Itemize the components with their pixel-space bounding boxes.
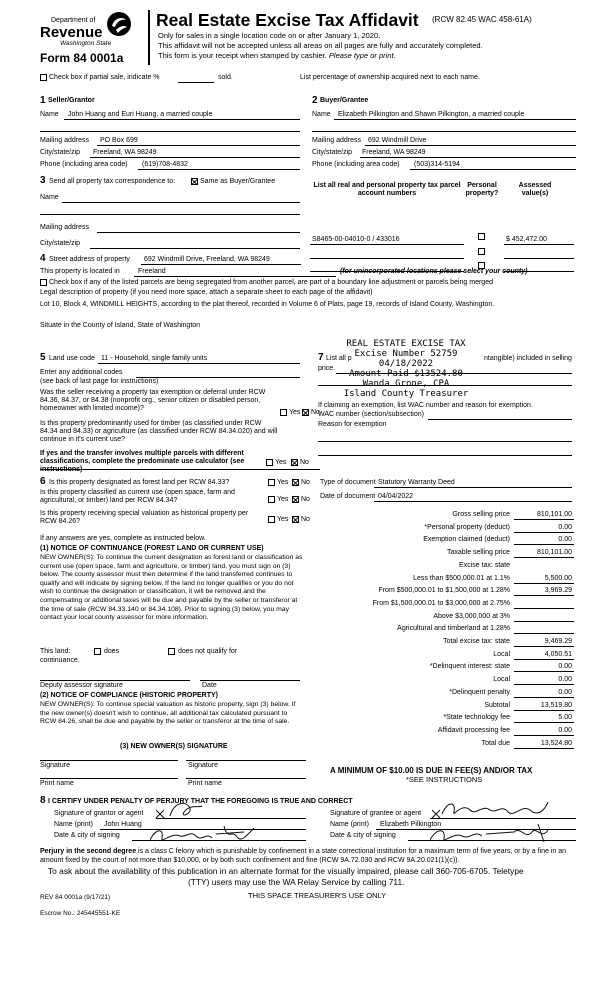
section5-bottom bbox=[40, 469, 320, 470]
tax-row-line bbox=[514, 646, 574, 647]
land-q1-yes[interactable] bbox=[280, 409, 287, 416]
six-q1-yes-label: Yes bbox=[277, 479, 289, 486]
tax-row-label: *State technology fee bbox=[443, 714, 510, 722]
assessed-line-2 bbox=[504, 258, 574, 259]
land-q2b: If yes and the transfer involves multiple parcels with different classifications, complete the predominate use calculator (see instructions) bbox=[40, 450, 245, 474]
six-q1: Is this property designated as forest land per RCW 84.33? bbox=[49, 479, 230, 486]
grantee-signature-image bbox=[430, 796, 560, 846]
treasurer-stamp bbox=[328, 339, 484, 399]
buyer-mail[interactable]: 692 Windmill Drive bbox=[368, 137, 427, 144]
seller-phone-label: Phone (including area code) bbox=[40, 161, 128, 168]
tax-row-line bbox=[514, 557, 574, 558]
tax-row-label: From $1,500,000.01 to $3,000,000 at 2.75% bbox=[372, 599, 510, 607]
tax-row-line bbox=[514, 671, 574, 672]
tax-row-value[interactable]: 0.00 bbox=[558, 536, 572, 544]
owner-sig-label-2: Signature bbox=[188, 762, 218, 769]
partial-sold-label: sold. bbox=[218, 74, 233, 81]
land-q2-no[interactable] bbox=[291, 459, 298, 466]
buyer-name-line2 bbox=[312, 131, 576, 132]
located-value[interactable]: Freeland bbox=[138, 268, 166, 275]
tax-row-value[interactable]: 0.00 bbox=[558, 688, 572, 696]
tax-row-line bbox=[514, 659, 574, 660]
seller-phone-line bbox=[138, 169, 300, 170]
seller-city-label: City/state/zip bbox=[40, 149, 81, 156]
seller-name[interactable]: John Huang and Euri Huang, a married couple bbox=[68, 111, 213, 118]
tax-row-value[interactable]: 0.00 bbox=[558, 663, 572, 671]
six-q2: Is this property classified as current use (open space, farm and agricultural, or timber) land per RCW 84.34? bbox=[40, 489, 235, 505]
certify-title: I CERTIFY UNDER PENALTY OF PERJURY THAT THE FOREGOING IS TRUE AND CORRECT bbox=[48, 798, 353, 805]
seven-label-b: ntangible) included in selling bbox=[484, 355, 572, 362]
seller-title: Seller/Grantor bbox=[48, 97, 95, 104]
seven-label-a: List all p bbox=[326, 355, 352, 362]
same-as-buyer-label: Same as Buyer/Grantee bbox=[200, 178, 276, 185]
buyer-name-line bbox=[334, 119, 576, 120]
doc-date-label: Date of document bbox=[320, 493, 376, 500]
buyer-phone[interactable]: (503)314-5194 bbox=[414, 161, 460, 168]
seller-mail-label: Mailing address bbox=[40, 137, 90, 144]
tax-row-label: Total excise tax: state bbox=[443, 638, 510, 645]
parcel-line-1 bbox=[310, 244, 464, 245]
owner-print-line-2 bbox=[186, 778, 306, 779]
this-land-label: This land: bbox=[40, 648, 71, 655]
buyer-name-label: Name bbox=[312, 111, 331, 118]
segregated-label: Check box if any of the listed parcels are being segregated from another parcel, are part of a boundary line adjustment or parcels being merged bbox=[49, 279, 493, 286]
tax-row-value[interactable]: 810,101.00 bbox=[536, 549, 572, 557]
assessed-value[interactable]: $ 452,472.00 bbox=[506, 236, 547, 243]
buyer-number: 2 bbox=[312, 95, 318, 106]
deputy-date-line bbox=[200, 680, 300, 681]
rcw-reference: (RCW 82.45 WAC 458-61A) bbox=[432, 15, 532, 24]
header-note-3-italic: Please type or print. bbox=[328, 51, 396, 60]
tax-row-value[interactable]: 810,101.00 bbox=[536, 511, 572, 518]
land-q2-yes-label: Yes bbox=[275, 459, 287, 466]
tax-row-value[interactable]: 5,500.00 bbox=[544, 574, 572, 582]
notice3-title: (3) NEW OWNER(S) SIGNATURE bbox=[120, 743, 228, 750]
header-note-2: This affidavit will not be accepted unless all areas on all pages are fully and accurately completed. bbox=[158, 41, 483, 50]
reason-label: Reason for exemption bbox=[318, 421, 387, 428]
seller-name-line bbox=[64, 119, 300, 120]
notice2-text: NEW OWNER(S): To continue special valuation as historic property, sign (3) below. If the new owner(s) doesn't wish to continue, all additional tax calculated pursuant to RCW 84.26, shall be due and payable by the seller or transferor at the time of sale. bbox=[40, 701, 296, 726]
notice1-title: (1) NOTICE OF CONTINUANCE (FOREST LAND OR CURRENT USE) bbox=[40, 545, 264, 552]
tax-row-line bbox=[514, 544, 574, 545]
grantee-sig-label: Signature of grantee or agent bbox=[330, 810, 422, 817]
doc-type-label: Type of document bbox=[320, 479, 376, 486]
legal-desc-1[interactable]: Lot 10, Block 4, WINDMILL HEIGHTS, according to the plat thereof, recorded in Volume 6 of Plats, page 19, records of Island County, Washington. bbox=[40, 301, 495, 308]
corr-name-line bbox=[62, 202, 300, 203]
dept-line2: Revenue bbox=[40, 24, 103, 41]
grantor-sig-label: Signature of grantor or agent bbox=[54, 810, 144, 817]
tax-row-label: Affidavit processing fee bbox=[437, 726, 510, 734]
seller-city[interactable]: Freeland, WA 98249 bbox=[93, 149, 157, 156]
does-label: does bbox=[104, 648, 120, 655]
perjury-bold: Perjury in the second degree bbox=[40, 848, 137, 855]
continuance-label: continuance. bbox=[40, 657, 80, 664]
seller-phone[interactable]: (619)708-4832 bbox=[142, 161, 188, 168]
grantee-name-label: Name (print) bbox=[330, 821, 369, 828]
six-q2-no[interactable] bbox=[292, 496, 299, 503]
does-not-label: does not qualify for bbox=[178, 648, 238, 655]
grantor-name[interactable]: John Huang bbox=[104, 821, 142, 828]
grantee-date-label: Date & city of signing bbox=[330, 832, 396, 839]
seven-line-2 bbox=[318, 385, 572, 386]
tax-row-value[interactable]: 4,050.51 bbox=[544, 650, 572, 658]
perjury-statement bbox=[40, 847, 580, 865]
corr-number: 3 bbox=[40, 175, 46, 186]
tax-row-label: Gross selling price bbox=[452, 511, 510, 518]
perjury-text: is a class C felony which is punishable by confinement in a state correctional institution for a maximum term of five years, or by a fine in an amount fixed by the court of not more than $10,000, or by both such confinement and fine (RCW 9A.72.030 and RCW 9A.20.021(1)(c)). bbox=[40, 848, 567, 864]
notice2-title: (2) NOTICE OF COMPLIANCE (HISTORIC PROPERTY) bbox=[40, 692, 218, 699]
stamp-line-4: Amount Paid $13524.80 bbox=[349, 369, 463, 379]
reason-line-2 bbox=[318, 455, 572, 456]
access-line-2: (TTY) users may use the WA Relay Service by calling 711. bbox=[188, 877, 405, 887]
street-label: Street address of property bbox=[49, 256, 130, 263]
stamp-line-3: 04/18/2022 bbox=[378, 359, 434, 369]
header-note-3 bbox=[158, 52, 396, 61]
minimum-due-note: A MINIMUM OF $10.00 IS DUE IN FEE(S) AND/OR TAX bbox=[330, 766, 533, 775]
partial-sale-checkbox[interactable] bbox=[40, 74, 47, 81]
tax-row-label: *Personal property (deduct) bbox=[424, 523, 510, 531]
tax-row-value[interactable]: 13,524.80 bbox=[540, 739, 572, 747]
seven-line-1 bbox=[336, 373, 572, 374]
street-address[interactable]: 692 Windmill Drive, Freeland, WA 98249 bbox=[144, 256, 270, 263]
buyer-name[interactable]: Elizabeth Pilkington and Shawn Pilkington, a married couple bbox=[338, 111, 525, 118]
six-q3: Is this property receiving special valuation as historical property per RCW 84.26? bbox=[40, 510, 249, 526]
tax-row-label: Subtotal bbox=[484, 701, 510, 709]
located-note: (for unincorporated locations please select your county) bbox=[340, 268, 528, 275]
tax-row-label: Local bbox=[493, 676, 510, 684]
tax-row-value[interactable]: 13,519.80 bbox=[540, 701, 572, 709]
tax-row-line bbox=[514, 697, 574, 698]
stamp-line-6: Island County Treasurer bbox=[343, 389, 469, 399]
six-q1-yes[interactable] bbox=[268, 479, 275, 486]
form-number: Form 84 0001a bbox=[40, 51, 124, 65]
buyer-phone-label: Phone (including area code) bbox=[312, 161, 400, 168]
tax-row-line bbox=[514, 710, 574, 711]
grantor-signature-image bbox=[150, 798, 260, 846]
owner-print-line-1 bbox=[40, 778, 178, 779]
corr-name-label: Name bbox=[40, 194, 59, 201]
tax-row-line bbox=[514, 608, 574, 609]
grantor-date-label: Date & city of signing bbox=[54, 832, 120, 839]
revenue-logo-icon bbox=[106, 10, 132, 38]
tax-row-value[interactable]: 0.00 bbox=[558, 523, 572, 531]
tax-row-label: *Delinquent penalty bbox=[449, 688, 510, 696]
six-q2-no-label: No bbox=[301, 496, 310, 503]
corr-city-label: City/state/zip bbox=[40, 240, 81, 247]
deputy-line bbox=[40, 680, 190, 681]
land-line bbox=[98, 363, 300, 364]
seller-mail[interactable]: PO Box 699 bbox=[100, 137, 138, 144]
buyer-phone-line bbox=[410, 169, 576, 170]
six-q3-yes[interactable] bbox=[268, 516, 275, 523]
buyer-mail-label: Mailing address bbox=[312, 137, 362, 144]
reason-line-1 bbox=[318, 441, 572, 442]
additional-line bbox=[136, 377, 300, 378]
tax-row-line bbox=[514, 684, 574, 685]
land-q2-no-label: No bbox=[300, 459, 309, 466]
tax-row-label: From $500,000.01 to $1,500,000 at 1.28% bbox=[378, 587, 510, 595]
deputy-date-label: Date bbox=[202, 682, 217, 689]
see-instructions: *SEE INSTRUCTIONS bbox=[406, 775, 483, 784]
dept-line1: Department of bbox=[51, 17, 96, 24]
wac-line bbox=[428, 419, 572, 420]
grantee-name[interactable]: Elizabeth Pilkington bbox=[380, 821, 442, 828]
access-line-1: To ask about the availability of this publication in an alternate format for the visually impaired, please call 360-705-6705. Teletype bbox=[48, 866, 524, 876]
header-note-1: Only for sales in a single location code on or after January 1, 2020. bbox=[158, 31, 381, 40]
personal-property-checkbox-1[interactable] bbox=[478, 233, 485, 240]
seller-city-line bbox=[90, 157, 300, 158]
land-number: 5 bbox=[40, 352, 46, 363]
segregated-checkbox[interactable] bbox=[40, 279, 47, 286]
personal-property-header: Personal property? bbox=[465, 182, 499, 198]
land-q1: Was the seller receiving a property tax exemption or deferral under RCW 84.36, 84.37, or 84.38 (nonprofit org., senior citizen or disabled person, homeowner with limited income)? bbox=[40, 389, 266, 413]
if-yes-note: If any answers are yes, complete as instructed below. bbox=[40, 535, 206, 542]
six-q3-no-label: No bbox=[301, 516, 310, 523]
stamp-line-1: REAL ESTATE EXCISE TAX bbox=[346, 339, 466, 349]
seller-name-label: Name bbox=[40, 111, 59, 118]
buyer-city-label: City/state/zip bbox=[312, 149, 353, 156]
tax-row-line bbox=[514, 532, 574, 533]
seller-mail-line bbox=[97, 145, 300, 146]
parcel-line-2 bbox=[310, 258, 464, 259]
notice1-text: NEW OWNER(S): To continue the current designation as forest land or classification as current use (open space, farm and agriculture, or timber) land, you must sign on (3) below. The county assessor must then determine if the land transferred continues to qualify and will indicate by signing below. If the land no longer qualifies or you do not wish to continue the designation or classification, it will be removed and the compensating or additional taxes will be due and payable by the seller or transferor at the time of sale (RCW 84.33.140 or 84.34.108). Prior to signing (3) below, you may contact your local county assessor for more information. bbox=[40, 554, 303, 622]
ownership-note: List percentage of ownership acquired next to each name. bbox=[300, 74, 480, 81]
additional-codes-label: Enter any additional codes bbox=[40, 369, 123, 376]
corr-mail-line bbox=[97, 232, 300, 233]
parcel-number[interactable]: S8465-00-04010-0 / 433016 bbox=[312, 236, 400, 243]
located-line bbox=[134, 276, 336, 277]
partial-percent-field[interactable] bbox=[178, 82, 214, 83]
six-q2-yes[interactable] bbox=[268, 496, 275, 503]
buyer-title: Buyer/Grantee bbox=[320, 97, 369, 104]
land-q1-no[interactable] bbox=[302, 409, 309, 416]
tax-row-line bbox=[514, 748, 574, 749]
doc-date-line bbox=[374, 501, 572, 502]
corr-city-line bbox=[90, 248, 300, 249]
seven-number: 7 bbox=[318, 352, 324, 363]
six-q1-no[interactable] bbox=[292, 479, 299, 486]
certify-number: 8 bbox=[40, 795, 46, 806]
owner-print-label-1: Print name bbox=[40, 780, 74, 787]
grantor-name-label: Name (print) bbox=[54, 821, 93, 828]
doc-date[interactable]: 04/04/2022 bbox=[378, 493, 414, 500]
owner-sig-label-1: Signature bbox=[40, 762, 70, 769]
tax-row-line bbox=[514, 722, 574, 723]
owner-sig-line-2 bbox=[186, 760, 306, 761]
doc-type-line bbox=[374, 487, 572, 488]
assessed-value-header: Assessed value(s) bbox=[518, 182, 552, 198]
escrow-number: Escrow No.: 245445551-KE bbox=[40, 910, 121, 917]
tax-row-line bbox=[514, 519, 574, 520]
tax-row-label: Local bbox=[493, 650, 510, 658]
tax-row-line bbox=[514, 583, 574, 584]
buyer-mail-line bbox=[365, 145, 576, 146]
owner-sig-line-1 bbox=[40, 760, 178, 761]
personal-property-checkbox-2[interactable] bbox=[478, 248, 485, 255]
tax-row-label: Taxable selling price bbox=[446, 549, 510, 557]
six-q1-no-label: No bbox=[301, 479, 310, 486]
tax-row-label: Excise tax: state bbox=[459, 561, 510, 569]
corr-mail-label: Mailing address bbox=[40, 224, 90, 231]
doc-type[interactable]: Statutory Warranty Deed bbox=[378, 479, 455, 486]
six-q3-yes-label: Yes bbox=[277, 516, 289, 523]
header-divider bbox=[148, 10, 150, 65]
tax-row-line bbox=[514, 735, 574, 736]
rev-number: REV 84 0001a (9/17/21) bbox=[40, 894, 111, 901]
land-label: Land use code bbox=[49, 355, 95, 362]
located-label: This property is located in bbox=[40, 268, 120, 275]
assessed-line-1 bbox=[504, 244, 574, 245]
tax-row-label: *Delinquent interest: state bbox=[429, 663, 510, 671]
corr-label: Send all property tax correspondence to: bbox=[49, 178, 176, 185]
buyer-city-line bbox=[360, 157, 576, 158]
wac-label: WAC number (section/subsection) bbox=[318, 411, 424, 418]
does-not-checkbox[interactable] bbox=[168, 648, 175, 655]
street-number: 4 bbox=[40, 253, 46, 264]
seven-price: price. bbox=[318, 365, 336, 372]
land-q1-no-label: No bbox=[311, 409, 320, 416]
seller-name-line2 bbox=[40, 131, 300, 132]
stamp-line-5: Wanda Grone, CPA bbox=[362, 379, 450, 389]
land-use-code[interactable]: 11 - Household, single family units bbox=[101, 355, 208, 362]
same-as-buyer-checkbox[interactable] bbox=[191, 178, 198, 185]
tax-row-line bbox=[514, 633, 574, 634]
land-q2-yes[interactable] bbox=[266, 459, 273, 466]
tax-row-value[interactable]: 5.00 bbox=[558, 714, 572, 722]
form-title: Real Estate Excise Tax Affidavit bbox=[156, 10, 419, 30]
tax-row-value[interactable]: 0.00 bbox=[558, 726, 572, 734]
seller-number: 1 bbox=[40, 95, 46, 106]
tax-row-line bbox=[514, 621, 574, 622]
corr-name-line2 bbox=[40, 214, 300, 215]
tax-row-line bbox=[514, 595, 574, 596]
tax-row-label: Less than $500,000.01 at 1.1% bbox=[413, 574, 510, 582]
tax-row-label: Above $3,000,000 at 3% bbox=[433, 612, 510, 620]
see-back-label: (see back of last page for instructions) bbox=[40, 378, 159, 385]
land-q2a: Is this property predominantly used for timber (as classified under RCW 84.34 and 84.33) or agriculture (as classified under RCW 84.34.020) and will continue in it's current use? bbox=[40, 420, 278, 444]
does-checkbox[interactable] bbox=[94, 648, 101, 655]
tax-row-label: Exemption claimed (deduct) bbox=[423, 536, 510, 544]
legal-desc-2[interactable]: Situate in the County of Island, State of Washington bbox=[40, 322, 201, 329]
land-q1-yes-label: Yes bbox=[289, 409, 301, 416]
six-q2-yes-label: Yes bbox=[277, 496, 289, 503]
treasurer-use: THIS SPACE TREASURER'S USE ONLY bbox=[248, 891, 387, 900]
header-note-3-text: This form is your receipt when stamped by cashier. bbox=[158, 51, 327, 60]
buyer-city[interactable]: Freeland, WA 98249 bbox=[362, 149, 426, 156]
dept-line3: Washington State bbox=[60, 40, 112, 47]
stamp-line-2: Excise Number 52759 bbox=[354, 349, 458, 359]
deputy-label: Deputy assessor signature bbox=[40, 682, 123, 689]
exemption-label: If claiming an exemption, list WAC number and reason for exemption. bbox=[318, 402, 533, 409]
tax-row-value[interactable]: 3,969.29 bbox=[544, 587, 572, 595]
legal-label: Legal description of property (if you need more space, attach a separate sheet to each page of the affidavit) bbox=[40, 289, 373, 296]
tax-row-value[interactable]: 0.00 bbox=[558, 676, 572, 684]
tax-row-label: Total due bbox=[481, 739, 510, 747]
parcels-header: List all real and personal property tax parcel account numbers bbox=[313, 182, 461, 198]
tax-row-value[interactable]: 9,469.29 bbox=[544, 638, 572, 645]
owner-print-label-2: Print name bbox=[188, 780, 222, 787]
street-line bbox=[141, 264, 301, 265]
six-q3-no[interactable] bbox=[292, 516, 299, 523]
partial-sale-label: Check box if partial sale, indicate % bbox=[49, 74, 160, 81]
six-number: 6 bbox=[40, 476, 46, 487]
tax-row-label: Agricultural and timberland at 1.28% bbox=[397, 625, 510, 633]
